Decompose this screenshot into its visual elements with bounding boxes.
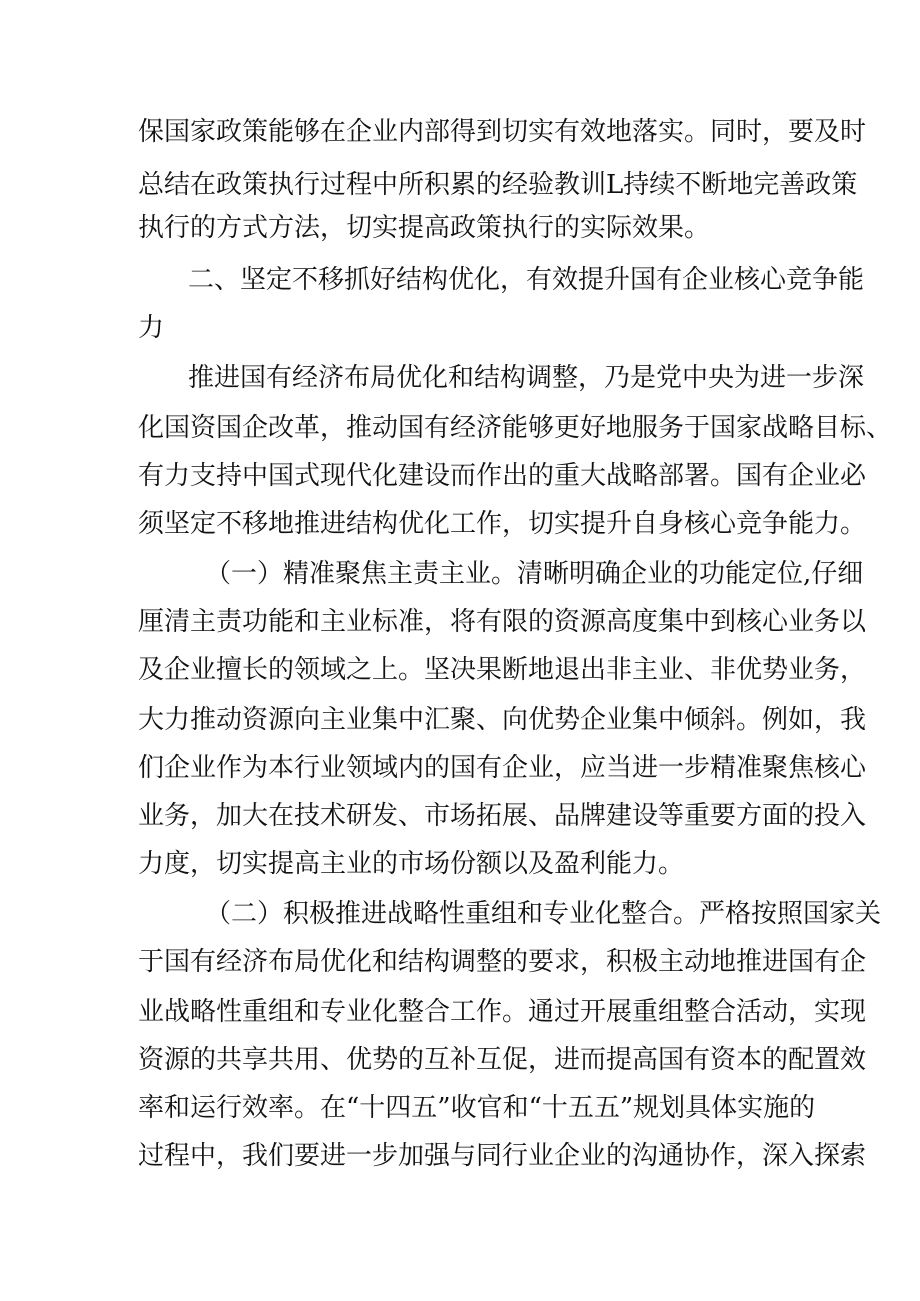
- text-line-1: 保国家政策能够在企业内部得到切实有效地落实。同时，要及时: [138, 117, 867, 147]
- text-line-20: 资源的共享共用、优势的互补互促，进而提高国有资本的配置效: [138, 1045, 867, 1075]
- text-line-11: 厘清主责功能和主业标准，将有限的资源高度集中到核心业务以: [138, 607, 867, 637]
- section-heading: 二、坚定不移抓好结构优化，有效提升国有企业核心竞争能: [188, 265, 865, 295]
- text-line-12: 及企业擅长的领域之上。坚决果断地退出非主业、非优势业务，: [138, 655, 867, 685]
- subheading-2: （二）积极推进战略性重组和专业化整合。严格按照国家关: [205, 899, 882, 929]
- text-line-7: 化国资国企改革，推动国有经济能够更好地服务于国家战略目标、: [138, 413, 893, 443]
- text-line-22: 过程中，我们要进一步加强与同行业企业的沟通协作，深入探索: [138, 1141, 867, 1171]
- section-heading-cont: 力: [138, 313, 165, 343]
- text-line-6: 推进国有经济布局优化和结构调整，乃是党中央为进一步深: [188, 363, 865, 393]
- subheading-1: （一）精准聚焦主责主业。清晰明确企业的功能定位,仔细: [205, 559, 864, 589]
- text-line-2: 总结在政策执行过程中所积累的经验教训L持续不断地完善政策: [138, 170, 858, 200]
- text-line-3: 执行的方式方法，切实提高政策执行的实际效果。: [138, 213, 711, 243]
- text-line-19: 业战略性重组和专业化整合工作。通过开展重组整合活动，实现: [138, 997, 867, 1027]
- text-line-18: 于国有经济布局优化和结构调整的要求，积极主动地推进国有企: [138, 947, 867, 977]
- text-line-13: 大力推动资源向主业集中汇聚、向优势企业集中倾斜。例如，我: [138, 705, 867, 735]
- text-line-15: 业务，加大在技术研发、市场拓展、品牌建设等重要方面的投入: [138, 801, 867, 831]
- text-line-21: 率和运行效率。在“十四五”收官和“十五五”规划具体实施的: [138, 1093, 816, 1123]
- text-line-16: 力度，切实提高主业的市场份额以及盈利能力。: [138, 849, 685, 879]
- text-line-14: 们企业作为本行业领域内的国有企业，应当进一步精准聚焦核心: [138, 753, 867, 783]
- text-line-8: 有力支持中国式现代化建设而作出的重大战略部署。国有企业必: [138, 461, 867, 491]
- text-line-9: 须坚定不移地推进结构优化工作，切实提升自身核心竞争能力。: [138, 509, 867, 539]
